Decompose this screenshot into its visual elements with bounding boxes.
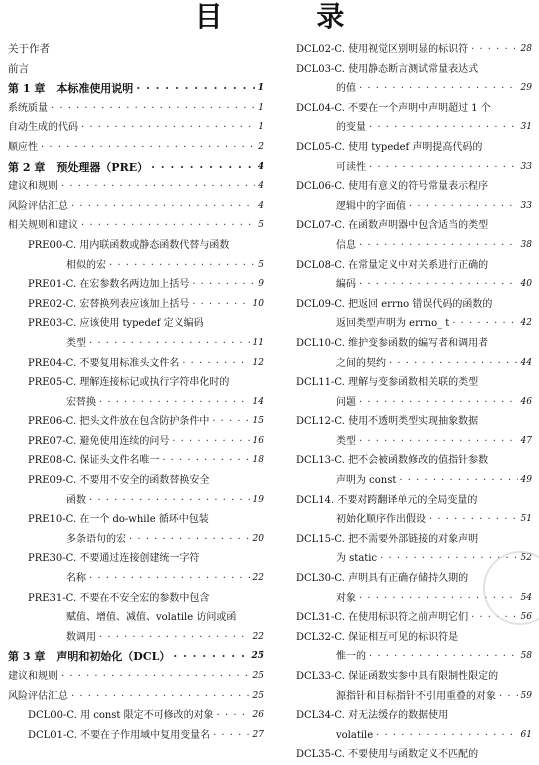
toc-entry[interactable] (8, 608, 264, 628)
toc-entry-label: DCL32-C. 保证相互可见的标识符是 (296, 631, 459, 643)
toc-page-number: 5 (258, 220, 264, 231)
dot-leader (51, 99, 255, 119)
toc-entry-label: PRE05-C. 理解连接标记或执行字符串化时的 (28, 377, 230, 389)
toc-entry-label: DCL02-C. 使用视觉区别明显的标识符 (296, 44, 469, 55)
dot-leader (61, 177, 255, 197)
toc-page-number: 47 (520, 435, 532, 446)
toc-entry[interactable] (296, 334, 532, 354)
toc-entry[interactable] (296, 275, 532, 295)
toc-page-number: 1 (258, 122, 264, 133)
toc-entry[interactable] (8, 138, 264, 158)
toc-page-number: 11 (252, 337, 264, 348)
dot-leader (452, 314, 517, 334)
toc-entry[interactable] (296, 628, 532, 648)
toc-page-number: 4 (257, 161, 264, 172)
toc-entry-label: 函数 (66, 494, 86, 506)
toc-entry[interactable] (296, 138, 532, 158)
toc-page-number: 28 (520, 44, 532, 54)
toc-page-number: 42 (520, 318, 532, 329)
toc-entry[interactable] (8, 706, 264, 726)
toc-entry-label: DCL00-C. 用 const 限定不可修改的对象 (28, 710, 214, 722)
toc-entry[interactable] (8, 451, 264, 471)
toc-entry-label: 的值 (336, 83, 356, 95)
toc-entry-label: DCL31-C. 在使用标识符之前声明它们 (296, 612, 469, 624)
toc-entry-label: PRE31-C. 不要在不安全宏的参数中包含 (28, 592, 210, 604)
dot-leader (99, 628, 250, 648)
toc-entry[interactable] (8, 510, 264, 530)
toc-entry-label: PRE07-C. 避免使用连续的问号 (28, 435, 170, 447)
toc-entry-label: PRE09-C. 不要用不安全的函数替换安全 (28, 475, 210, 487)
toc-entry[interactable] (8, 314, 264, 334)
toc-entry[interactable] (8, 60, 264, 80)
toc-entry-label: DCL04-C. 不要在一个声明中声明超过 1 个 (296, 102, 491, 114)
toc-entry-label: 对象 (336, 592, 356, 604)
toc-page-number: 22 (252, 631, 264, 642)
toc-entry[interactable] (296, 197, 532, 217)
toc-entry-label: DCL33-C. 保证函数实参中具有限制性限定的 (296, 671, 499, 682)
toc-page-number: 1 (258, 102, 264, 113)
dot-leader (212, 412, 249, 432)
dot-leader (99, 393, 250, 413)
toc-page-number: 56 (520, 612, 532, 623)
toc-entry[interactable] (296, 726, 532, 746)
toc-entry-label: 返回类型声明为 errno_ t (336, 318, 450, 330)
toc-entry-label: DCL03-C. 使用静态断言测试常量表达式 (296, 63, 479, 75)
toc-entry-label: DCL08-C. 在常量定义中对关系进行正确的 (296, 259, 489, 271)
toc-entry[interactable] (8, 40, 264, 60)
toc-entry[interactable] (296, 451, 532, 471)
dot-leader (71, 197, 255, 217)
toc-entry-label: DCL09-C. 把返回 errno 错误代码的函数的 (296, 298, 493, 310)
toc-page-number: 29 (520, 83, 532, 94)
toc-entry[interactable] (296, 491, 532, 511)
toc-entry-label: 编码 (336, 279, 356, 291)
toc-page-number: 25 (252, 690, 264, 701)
toc-page-number: 38 (520, 239, 532, 250)
toc-entry-label: 多条语句的宏 (66, 533, 126, 545)
toc-entry-label: 名称 (66, 573, 86, 585)
toc-entry-label: 逻辑中的字面值 (336, 200, 406, 212)
toc-entry-label: 初始化顺序作出假设 (336, 514, 426, 526)
toc-page-number: 10 (252, 298, 264, 309)
toc-entry[interactable] (8, 589, 264, 609)
toc-entry[interactable] (296, 471, 532, 491)
toc-entry-label: DCL06-C. 使用有意义的符号常量表示程序 (296, 181, 489, 193)
dot-leader (376, 726, 517, 746)
dot-leader (369, 118, 518, 138)
toc-entry[interactable] (296, 177, 532, 197)
toc-entry[interactable] (8, 471, 264, 491)
page-title: 目 录 (194, 0, 387, 33)
toc-entry[interactable] (8, 216, 264, 236)
toc-entry[interactable] (8, 79, 264, 99)
toc-entry-label: 赋值、增值、减值、volatile 访问或函 (66, 612, 237, 624)
toc-entry-label: 建议和规则 (8, 671, 58, 682)
toc-entry-label: DCL35-C. 不要使用与函数定义不匹配的 (296, 749, 479, 761)
toc-entry[interactable] (8, 667, 264, 687)
toc-entry-label: volatile (336, 729, 374, 741)
toc-entry-label: 声明为 const (336, 475, 397, 487)
toc-page-number: 20 (252, 533, 264, 544)
toc-entry[interactable] (8, 491, 264, 511)
toc-entry[interactable] (8, 393, 264, 413)
toc-entry[interactable] (296, 158, 532, 178)
toc-entry-label: 相似的宏 (66, 259, 106, 271)
toc-page-number: 40 (520, 279, 532, 290)
toc-entry-label: DCL07-C. 在函数声明器中包含适当的类型 (296, 220, 489, 232)
toc-entry-label: DCL34-C. 对无法缓存的数据使用 (296, 710, 449, 722)
toc-page-number: 4 (258, 181, 264, 192)
toc-entry-label: 宏替换 (66, 396, 96, 408)
toc-entry-label: 自动生成的代码 (8, 122, 78, 134)
toc-entry[interactable] (296, 393, 532, 413)
dot-leader (89, 569, 250, 589)
toc-entry[interactable] (296, 256, 532, 276)
dot-leader (369, 647, 518, 667)
toc-entry-label: 问题 (336, 396, 356, 408)
toc-entry[interactable] (8, 549, 264, 569)
toc-page-number: 52 (520, 553, 532, 564)
toc-entry[interactable] (296, 432, 532, 452)
toc-entry-label: 第 2 章 预处理器（PRE） (8, 160, 149, 174)
toc-entry[interactable] (8, 354, 264, 374)
toc-entry[interactable] (8, 118, 264, 138)
dot-leader (136, 79, 254, 99)
dot-leader (359, 236, 518, 256)
dot-leader (499, 687, 518, 707)
dot-leader (369, 158, 518, 178)
toc-entry-label: 源指针和目标指针不引用重叠的对象 (336, 690, 496, 702)
toc-page-number: 54 (520, 592, 532, 603)
dot-leader (151, 158, 255, 178)
toc-entry[interactable] (296, 647, 532, 667)
toc-entry[interactable] (296, 530, 532, 550)
toc-page-number: 5 (258, 259, 264, 270)
toc-right-column (296, 40, 532, 765)
toc-entry-label: PRE00-C. 用内联函数或静态函数代替与函数 (28, 239, 230, 251)
toc-entry[interactable] (296, 216, 532, 236)
dot-leader (41, 138, 255, 158)
dot-leader (359, 432, 518, 452)
toc-entry[interactable] (296, 373, 532, 393)
dot-leader (81, 118, 255, 138)
toc-page-number: 25 (251, 651, 264, 662)
toc-entry[interactable] (8, 628, 264, 648)
dot-leader (389, 354, 518, 374)
toc-entry-label: PRE03-C. 应该使用 typedef 定义编码 (28, 318, 204, 330)
toc-entry[interactable] (8, 236, 264, 256)
toc-entry-label: 第 1 章 本标准使用说明 (8, 82, 134, 96)
toc-entry[interactable] (296, 510, 532, 530)
toc-entry[interactable] (296, 354, 532, 374)
toc-entry-label: 顺应性 (8, 141, 38, 153)
toc-entry-label: PRE04-C. 不要复用标准头文件名 (28, 357, 180, 369)
toc-entry[interactable] (296, 706, 532, 726)
toc-entry-label: DCL10-C. 维护变参函数的编写者和调用者 (296, 337, 489, 349)
toc-entry-label: DCL12-C. 使用不透明类型实现抽象数据 (296, 416, 479, 428)
toc-entry-label: PRE30-C. 不要通过连接创建统一字符 (28, 553, 200, 565)
dot-leader (173, 647, 248, 667)
toc-page-number: 14 (252, 396, 264, 407)
toc-entry-label: 前言 (8, 62, 29, 75)
toc-entry[interactable] (296, 118, 532, 138)
toc-entry[interactable] (296, 412, 532, 432)
dot-leader (71, 687, 250, 707)
toc-entry[interactable] (8, 334, 264, 354)
toc-entry[interactable] (8, 726, 264, 746)
dot-leader (409, 197, 518, 217)
dot-leader (81, 216, 255, 236)
toc-page-number: 12 (252, 357, 264, 368)
toc-left-column (8, 40, 264, 745)
toc-page-number: 18 (252, 455, 264, 466)
toc-entry[interactable] (8, 373, 264, 393)
toc-page-number: 1 (257, 83, 264, 94)
dot-leader (399, 471, 517, 491)
toc-entry[interactable] (8, 530, 264, 550)
toc-entry-label: 可读性 (336, 161, 366, 173)
toc-page-number: 25 (252, 671, 264, 681)
toc-page-number: 33 (520, 161, 532, 172)
toc-entry[interactable] (8, 197, 264, 217)
toc-page-number: 31 (520, 122, 532, 133)
toc-entry[interactable] (8, 569, 264, 589)
toc-page-number: 44 (520, 357, 532, 368)
toc-entry-label: 为 static (336, 553, 378, 565)
toc-entry-label: 相关规则和建议 (8, 220, 78, 232)
toc-page-number: 2 (258, 141, 264, 152)
toc-entry-label: 关于作者 (8, 43, 50, 55)
dot-leader (109, 256, 255, 276)
toc-page-number: 27 (252, 729, 264, 740)
toc-page-number: 46 (520, 396, 532, 407)
toc-entry-label: 类型 (336, 435, 356, 447)
toc-entry-label: 数调用 (66, 631, 96, 643)
toc-page-number: 61 (520, 729, 532, 740)
toc-entry[interactable] (296, 236, 532, 256)
dot-leader (61, 667, 250, 687)
toc-page-number: 33 (520, 200, 532, 211)
toc-entry-label: PRE01-C. 在宏参数名两边加上括号 (28, 279, 190, 291)
toc-entry[interactable] (296, 295, 532, 315)
toc-entry[interactable] (8, 256, 264, 276)
toc-entry-label: DCL01-C. 不要在子作用域中复用变量名 (28, 729, 211, 741)
toc-entry-label: PRE02-C. 宏替换列表应该加上括号 (28, 298, 190, 310)
toc-entry-label: 类型 (66, 337, 86, 349)
toc-page-number: 58 (520, 651, 532, 662)
toc-entry[interactable] (8, 295, 264, 315)
toc-entry[interactable] (8, 412, 264, 432)
dot-leader (192, 295, 249, 315)
toc-page-number: 51 (520, 514, 532, 525)
toc-entry-label: PRE10-C. 在一个 do-while 循环中包装 (28, 514, 209, 526)
dot-leader (429, 510, 518, 530)
dot-leader (213, 726, 249, 746)
toc-page-number: 26 (252, 710, 264, 721)
toc-entry[interactable] (296, 314, 532, 334)
toc-entry[interactable] (296, 99, 532, 119)
toc-entry-label: 系统质量 (8, 102, 48, 114)
toc-entry[interactable] (8, 158, 264, 178)
toc-entry[interactable] (8, 687, 264, 707)
toc-entry[interactable] (8, 647, 264, 667)
toc-page-number: 22 (252, 573, 264, 584)
dot-leader (359, 275, 518, 295)
dot-leader (89, 334, 250, 354)
toc-entry-label: DCL30-C. 声明具有正确存储持久期的 (296, 573, 469, 585)
toc-entry-label: DCL05-C. 使用 typedef 声明提高代码的 (296, 141, 483, 153)
dot-leader (172, 432, 249, 452)
toc-entry-label: 惟一的 (336, 651, 366, 663)
toc-entry[interactable] (296, 40, 532, 60)
toc-entry-label: DCL15-C. 把不需要外部链接的对象声明 (296, 533, 479, 545)
toc-entry-label: 信息 (336, 239, 356, 251)
toc-page-number: 16 (252, 435, 264, 446)
toc-page-number: 15 (252, 416, 264, 427)
dot-leader (359, 79, 518, 99)
toc-entry[interactable] (296, 745, 532, 765)
toc-page-number: 59 (520, 690, 532, 701)
dot-leader (471, 40, 517, 60)
dot-leader (129, 530, 250, 550)
dot-leader (217, 706, 250, 726)
toc-entry-label: 风险评估汇总 (8, 690, 68, 702)
toc-entry[interactable] (8, 432, 264, 452)
toc-entry-label: 建议和规则 (8, 181, 58, 193)
toc-entry-label: 第 3 章 声明和初始化（DCL） (8, 650, 171, 664)
toc-entry-label: 的变量 (336, 122, 366, 134)
toc-page-number: 9 (258, 279, 264, 290)
dot-leader (359, 393, 518, 413)
toc-entry[interactable] (8, 99, 264, 119)
toc-entry-label: DCL13-C. 把不会被函数修改的值指针参数 (296, 455, 489, 467)
toc-page-number: 19 (252, 494, 264, 505)
toc-entry[interactable] (8, 275, 264, 295)
dot-leader (192, 275, 255, 295)
toc-entry[interactable] (296, 687, 532, 707)
toc-entry-label: PRE08-C. 保证头文件名唯一 (28, 455, 160, 467)
toc-entry-label: PRE06-C. 把头文件放在包含防护条件中 (28, 416, 210, 428)
toc-entry[interactable] (8, 177, 264, 197)
dot-leader (182, 354, 249, 374)
dot-leader (89, 491, 250, 511)
toc-entry-label: 风险评估汇总 (8, 200, 68, 212)
toc-page-number: 4 (258, 200, 264, 211)
toc-entry-label: DCL11-C. 理解与变参函数相关联的类型 (296, 377, 479, 389)
toc-entry[interactable] (296, 60, 532, 80)
toc-page-number: 49 (520, 475, 532, 486)
toc-entry[interactable] (296, 79, 532, 99)
dot-leader (162, 451, 249, 471)
toc-entry-label: 之间的契约 (336, 357, 386, 369)
toc-entry[interactable] (296, 667, 532, 687)
toc-entry-label: DCL14. 不要对跨翻译单元的全局变量的 (296, 494, 478, 506)
